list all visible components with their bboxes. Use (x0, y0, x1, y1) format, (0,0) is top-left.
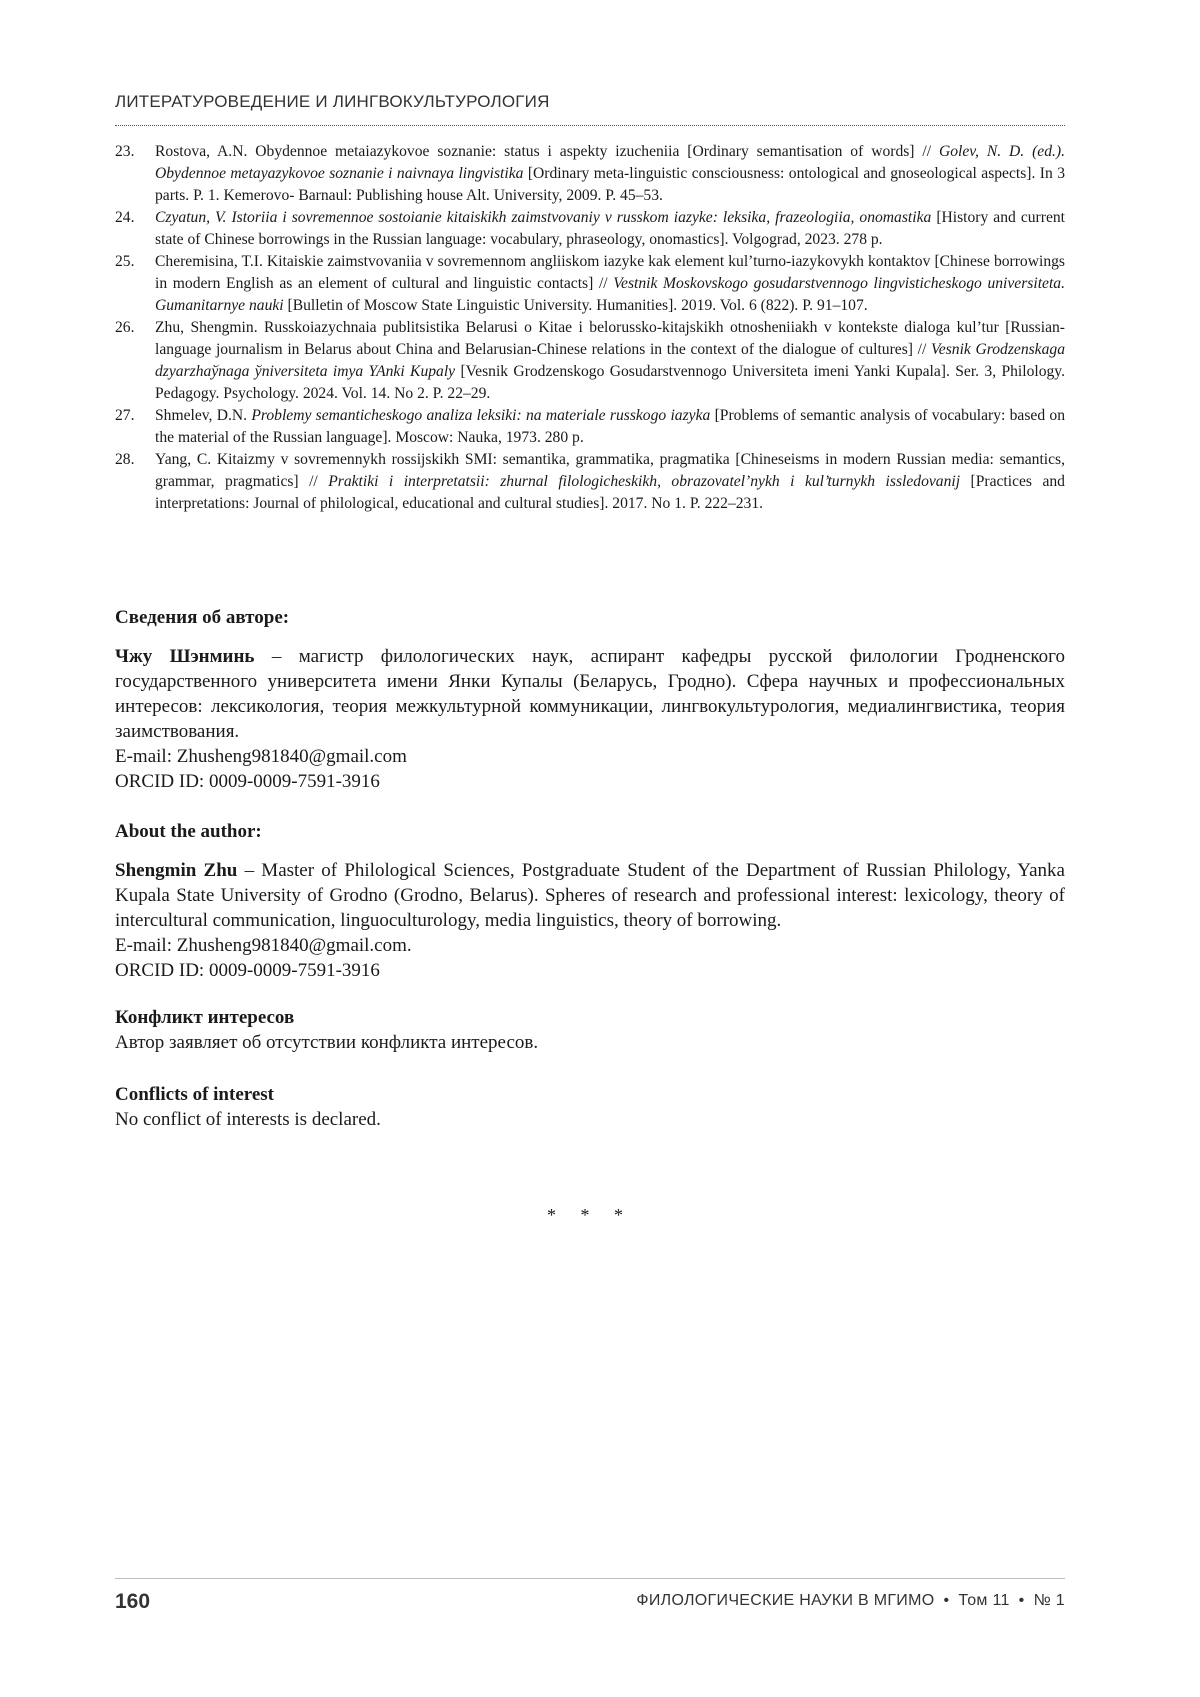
reference-source-title: Golev, N. D. (ed.). Obydennoe metayazykovoe soznanie i naivnaya lingvistika (155, 143, 1065, 182)
reference-number: 26. (115, 319, 135, 336)
reference-source-title: Problemy semanticheskogo analiza leksiki: na materiale russkogo iazyka (251, 407, 711, 424)
author-email-en: E-mail: Zhusheng981840@gmail.com. (115, 935, 412, 956)
reference-text: Zhu, Shengmin. Russkoiazychnaia publitsistika Belarusi o Kitae i belorussko-kitajskikh otnosheniiakh v kontekste dialoga kul’tur [Russian-language journalism in Belarus about China and Belarusian-Chinese relations in the context of the dialogue of cultures] // (155, 319, 1065, 358)
running-head: ЛИТЕРАТУРОВЕДЕНИЕ И ЛИНГВОКУЛЬТУРОЛОГИЯ (115, 92, 550, 111)
journal-title: ФИЛОЛОГИЧЕСКИЕ НАУКИ В МГИМО (636, 1592, 935, 1609)
reference-number: 27. (115, 407, 135, 424)
bullet-separator: • (943, 1592, 950, 1609)
page (115, 0, 1065, 1697)
header-divider (115, 125, 1065, 126)
reference-item (115, 405, 1065, 449)
author-info-en (115, 820, 1065, 983)
reference-text: [Vesnik Grodzenskogo Gosudarstvennogo Universiteta imeni Yanki Kupala]. Ser. 3, Philology. Pedagogy. Psychology. 2024. Vol. 14. No 2. P. 22–29. (155, 363, 1065, 402)
conflict-text-en: No conflict of interests is declared. (115, 1109, 381, 1130)
author-orcid-ru: ORCID ID: 0009-0009-7591-3916 (115, 771, 380, 792)
author-email-ru: E-mail: Zhusheng981840@gmail.com (115, 746, 407, 767)
reference-number: 28. (115, 451, 135, 468)
reference-text: [Ordinary meta-linguistic consciousness: ontological and gnoseological aspects]. In 3 parts. P. 1. Kemerovo- Barnaul: Publishing house Alt. University, 2009. P. 45–53. (155, 165, 1065, 204)
author-heading-en: About the author: (115, 821, 262, 842)
reference-item (115, 317, 1065, 405)
section-separator: * * * (547, 1205, 633, 1225)
reference-text: Yang, C. Kitaizmy v sovremennykh rossijskikh SMI: semantika, grammatika, pragmatika [Chineseisms in modern Russian media: semantics, grammar, pragmatics] // (155, 451, 1065, 490)
page-number: 160 (115, 1590, 151, 1613)
author-bio-ru (115, 644, 1065, 744)
author-orcid-en: ORCID ID: 0009-0009-7591-3916 (115, 960, 380, 981)
reference-text: [Bulletin of Moscow State Linguistic University. Humanities]. 2019. Vol. 6 (822). P. 91–107. (283, 297, 868, 314)
reference-text: [History and current state of Chinese borrowings in the Russian language: vocabulary, phraseology, onomastics]. Volgograd, 2023. 278 p. (155, 209, 1065, 248)
reference-text: Rostova, A.N. Obydennoe metaiazykovoe soznanie: status i aspekty izucheniia [Ordinary semantisation of words] // (155, 143, 939, 160)
author-heading-ru: Сведения об авторе: (115, 607, 290, 628)
reference-source-title: Czyatun, V. Istoriia i sovremennoe sostoianie kitaiskikh zaimstvovaniy v russkom iazyke: leksika, frazeologiia, onomastika (155, 209, 932, 226)
author-name-en: Shengmin Zhu (115, 860, 238, 881)
author-bio-text-en: – Master of Philological Sciences, Postgraduate Student of the Department of Russian Philology, Yanka Kupala State University of Grodno (Grodno, Belarus). Spheres of research and professional interest: lexicology, theory of intercultural communication, linguoculturology, media linguistics, theory of borrowing. (115, 860, 1065, 931)
reference-text: [Practices and interpretations: Journal of philological, educational and cultural studies]. 2017. No 1. P. 222–231. (155, 473, 1065, 512)
reference-text: Shmelev, D.N. (155, 407, 252, 424)
reference-text: Cheremisina, T.I. Kitaiskie zaimstvovaniia v sovremennom angliiskom iazyke kak element kul’turno-iazykovykh kontaktov [Chinese borrowings in modern English as an element of cultural and linguistic contacts] // (155, 253, 1065, 292)
reference-source-title: Vestnik Moskovskogo gosudarstvennogo lingvisticheskogo universiteta. Gumanitarnye nauki (155, 275, 1065, 314)
journal-issue: № 1 (1033, 1592, 1065, 1609)
reference-item (115, 141, 1065, 207)
author-name-ru: Чжу Шэнминь (115, 646, 255, 667)
conflict-heading-ru: Конфликт интересов (115, 1007, 295, 1028)
journal-volume: Том 11 (958, 1592, 1010, 1609)
reference-source-title: Vesnik Grodzenskaga dzyarzhaўnaga ўniversiteta imya YAnki Kupaly (155, 341, 1065, 380)
reference-text: [Problems of semantic analysis of vocabulary: based on the material of the Russian language]. Moscow: Nauka, 1973. 280 p. (155, 407, 1066, 446)
reference-item (115, 251, 1065, 317)
conflict-heading-en: Conflicts of interest (115, 1084, 275, 1105)
journal-info (636, 1592, 1065, 1610)
author-bio-text-ru: – магистр филологических наук, аспирант кафедры русской филологии Гродненского государственного университета имени Янки Купалы (Беларусь, Гродно). Сфера научных и профессиональных интересов: лексикология, теория межкультурной коммуникации, лингвокультурология, медиалингвистика, теория заимствования. (115, 646, 1065, 742)
reference-source-title: Praktiki i interpretatsii: zhurnal filologicheskikh, obrazovatel’nykh i kul’turnykh issledovanij (328, 473, 961, 490)
conflict-of-interest-en (115, 1083, 1065, 1132)
reference-item (115, 207, 1065, 251)
author-bio-en (115, 858, 1065, 933)
reference-number: 25. (115, 253, 135, 270)
conflict-text-ru: Автор заявляет об отсутствии конфликта интересов. (115, 1032, 539, 1053)
reference-number: 24. (115, 209, 135, 226)
footer-divider (115, 1578, 1065, 1579)
reference-item (115, 449, 1065, 515)
author-info-ru (115, 606, 1065, 794)
bullet-separator: • (1018, 1592, 1025, 1609)
reference-list (115, 141, 1065, 515)
reference-number: 23. (115, 143, 135, 160)
conflict-of-interest-ru (115, 1006, 1065, 1055)
